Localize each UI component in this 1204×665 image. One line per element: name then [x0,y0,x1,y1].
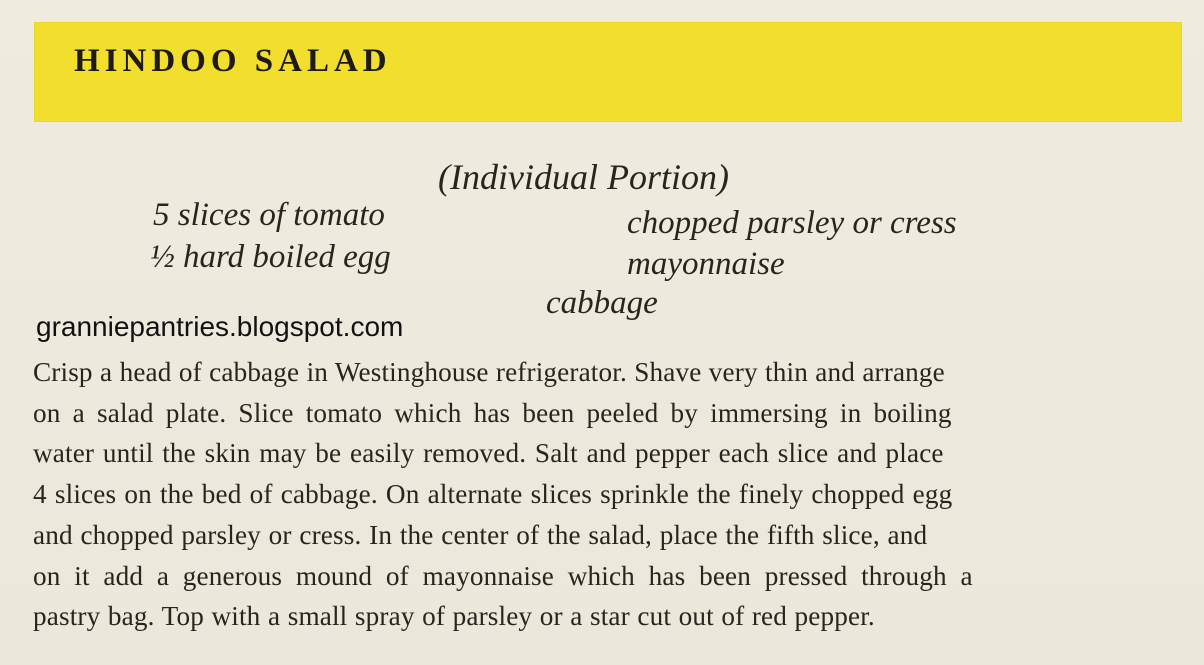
instruction-line: and chopped parsley or cress. In the center of the salad, place the fifth slice, and [33,519,928,550]
instructions-paragraph [33,352,1181,637]
instruction-line: pastry bag. Top with a small spray of parsley or a star cut out of red pepper. [33,601,875,632]
instruction-line: water until the skin may be easily removed. Salt and pepper each slice and place [33,438,944,469]
instruction-line: on a salad plate. Slice tomato which has been peeled by immersing in boiling [33,397,952,428]
ingredient-cabbage: cabbage [546,285,658,321]
ingredient-parsley: chopped parsley or cress [627,205,957,241]
ingredient-mayonnaise: mayonnaise [627,246,785,282]
ingredients-list [0,0,1204,330]
blog-watermark: granniepantries.blogspot.com [36,311,404,342]
instruction-line: Crisp a head of cabbage in Westinghouse refrigerator. Shave very thin and arrange [33,357,945,387]
ingredient-tomato: 5 slices of tomato [153,197,385,233]
portion-subtitle: (Individual Portion) [438,157,729,197]
instruction-line: on it add a generous mound of mayonnaise which has been pressed through a [33,560,973,591]
instruction-line: 4 slices on the bed of cabbage. On alternate slices sprinkle the finely chopped egg [33,479,953,510]
recipe-title: HINDOO SALAD [74,43,392,79]
ingredient-egg: ½ hard boiled egg [150,239,391,275]
